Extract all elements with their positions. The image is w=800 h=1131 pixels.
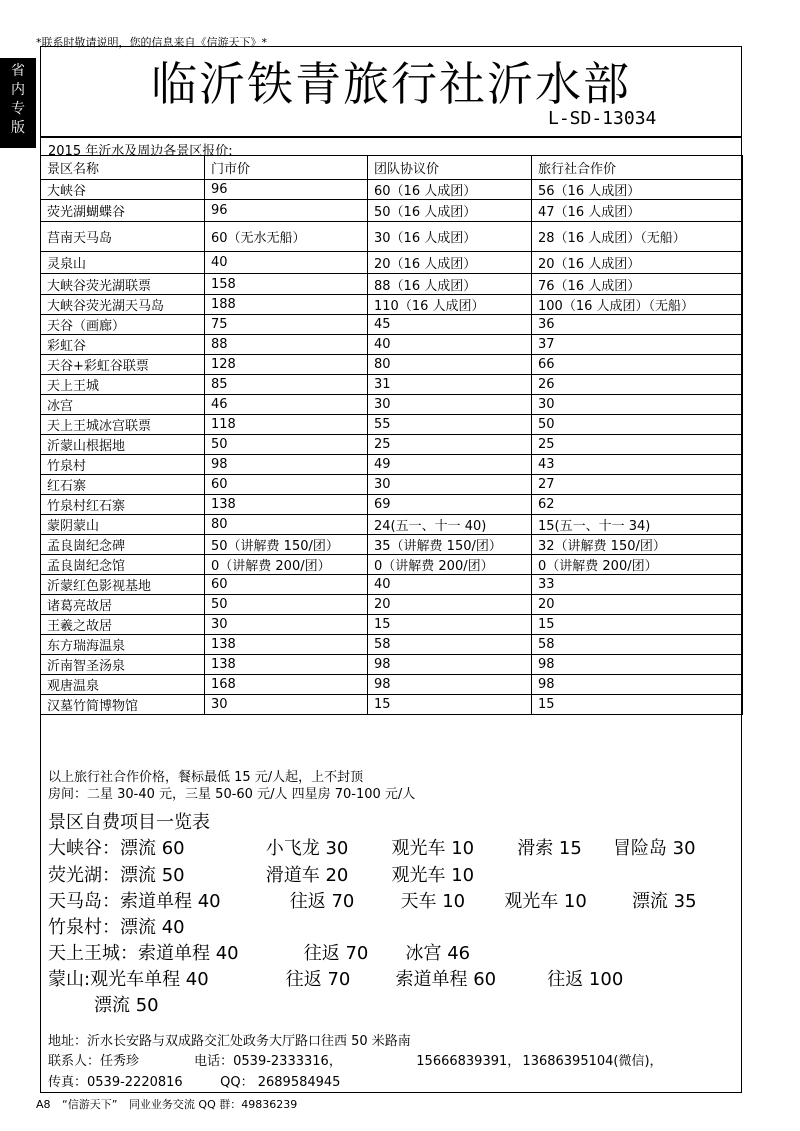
fee-item: 天上王城：索道单程 40 (48, 943, 239, 964)
price-cell: 50 (205, 595, 368, 615)
price-cell: 15 (368, 695, 532, 715)
title-divider (40, 136, 742, 138)
price-cell: 168 (205, 675, 368, 695)
fee-item: 漂流 35 (631, 891, 697, 912)
footer-brand: “信游天下” (62, 1098, 118, 1111)
table-row (41, 295, 743, 315)
table-row (41, 335, 743, 355)
fee-item: 观光车 10 (391, 838, 475, 859)
contact-person: 联系人：任秀珍 (48, 1054, 140, 1069)
price-cell: 0（讲解费 200/团） (532, 555, 743, 575)
price-cell: 60（16 人成团） (368, 180, 532, 200)
table-header-row (41, 156, 743, 180)
price-cell: 110（16 人成团） (368, 295, 532, 315)
header-cell: 景区名称 (41, 156, 205, 180)
price-cell: 98 (205, 455, 368, 475)
price-cell: 80 (368, 355, 532, 375)
fee-item: 小飞龙 30 (265, 838, 349, 859)
price-cell: 188 (205, 295, 368, 315)
price-cell: 50 (205, 435, 368, 455)
price-cell: 20（16 人成团） (532, 252, 743, 274)
scenic-spot-name: 天谷+彩虹谷联票 (41, 355, 205, 375)
price-cell: 50（16 人成团） (368, 200, 532, 222)
price-cell: 88 (205, 335, 368, 355)
table-row (41, 180, 743, 200)
note-line: 以上旅行社合作价格，餐标最低 15 元/人起，上不封顶 (48, 770, 364, 785)
table-row (41, 495, 743, 515)
price-cell: 55 (368, 415, 532, 435)
price-cell: 47（16 人成团） (532, 200, 743, 222)
price-cell: 0（讲解费 200/团） (368, 555, 532, 575)
price-cell: 40 (205, 252, 368, 274)
fee-item: 往返 70 (303, 943, 369, 964)
price-cell: 40 (368, 575, 532, 595)
note-line: 房间：二星 30-40 元，三星 50-60 元/人 四星房 70-100 元/人 (48, 787, 416, 802)
contact-qq: QQ： 2689584945 (220, 1075, 341, 1090)
scenic-spot-name: 莒南天马岛 (41, 222, 205, 252)
table-row (41, 222, 743, 252)
table-row (41, 315, 743, 335)
price-cell: 46 (205, 395, 368, 415)
scenic-spot-name: 竹泉村 (41, 455, 205, 475)
price-cell: 27 (532, 475, 743, 495)
table-row (41, 555, 743, 575)
price-cell: 37 (532, 335, 743, 355)
scenic-spot-name: 红石寨 (41, 475, 205, 495)
table-row (41, 675, 743, 695)
price-cell: 33 (532, 575, 743, 595)
fee-item: 竹泉村：漂流 40 (48, 917, 185, 938)
price-cell: 158 (205, 274, 368, 295)
price-cell: 138 (205, 495, 368, 515)
price-cell: 30 (205, 615, 368, 635)
fee-item: 往返 100 (547, 969, 624, 990)
scenic-spot-name: 东方瑞海温泉 (41, 635, 205, 655)
fee-item: 天车 10 (400, 891, 466, 912)
fee-line (48, 887, 697, 913)
table-row (41, 252, 743, 274)
fee-item: 往返 70 (285, 969, 351, 990)
price-cell: 98 (532, 655, 743, 675)
scenic-spot-name: 荧光湖蝴蝶谷 (41, 200, 205, 222)
price-cell: 138 (205, 655, 368, 675)
scenic-spot-name: 竹泉村红石寨 (41, 495, 205, 515)
price-cell: 26 (532, 375, 743, 395)
price-cell: 0（讲解费 200/团） (205, 555, 368, 575)
fee-item: 蒙山:观光车单程 40 (48, 969, 209, 990)
footer-text: 同业业务交流 QQ 群：49836239 (128, 1098, 298, 1111)
price-cell: 15 (532, 615, 743, 635)
side-tab-char: 省 (11, 63, 25, 79)
price-cell: 66 (532, 355, 743, 375)
contact-address: 地址：沂水长安路与双成路交汇处政务大厅路口往西 50 米路南 (48, 1034, 411, 1049)
price-cell: 49 (368, 455, 532, 475)
scenic-spot-name: 灵泉山 (41, 252, 205, 274)
fee-item: 往返 70 (289, 891, 355, 912)
contact-fax: 传真：0539-2220816 (48, 1075, 183, 1090)
price-cell: 40 (368, 335, 532, 355)
table-row (41, 395, 743, 415)
contact-phone: 15666839391， (416, 1054, 521, 1069)
scenic-spot-name: 天上王城冰宫联票 (41, 415, 205, 435)
scenic-spot-name: 汉墓竹简博物馆 (41, 695, 205, 715)
side-tab-char: 版 (11, 120, 25, 136)
fee-item: 滑道车 20 (265, 865, 349, 886)
fee-item: 漂流 50 (94, 995, 159, 1016)
scenic-spot-name: 观唐温泉 (41, 675, 205, 695)
scenic-spot-name: 沂南智圣汤泉 (41, 655, 205, 675)
price-cell: 25 (532, 435, 743, 455)
fee-item: 滑索 15 (517, 838, 582, 859)
side-tab (0, 58, 36, 148)
price-cell: 35（讲解费 150/团） (368, 535, 532, 555)
price-cell: 75 (205, 315, 368, 335)
price-caption: 2015 年沂水及周边各景区报价: (48, 144, 233, 159)
price-cell: 76（16 人成团） (532, 274, 743, 295)
fee-item: 冒险岛 30 (612, 838, 696, 859)
price-cell: 30 (368, 475, 532, 495)
scenic-spot-name: 大峡谷荧光湖联票 (41, 274, 205, 295)
scenic-spot-name: 天谷（画廊） (41, 315, 205, 335)
price-cell: 50（讲解费 150/团） (205, 535, 368, 555)
fee-line (48, 861, 474, 887)
price-cell: 15(五一、十一 34) (532, 515, 743, 535)
fee-item: 荧光湖：漂流 50 (48, 865, 185, 886)
price-cell: 88（16 人成团） (368, 274, 532, 295)
license-code: L-SD-13034 (548, 108, 657, 129)
table-row (41, 515, 743, 535)
price-cell: 31 (368, 375, 532, 395)
price-cell: 20 (368, 595, 532, 615)
scenic-spot-name: 王羲之故居 (41, 615, 205, 635)
table-row (41, 475, 743, 495)
table-row (41, 655, 743, 675)
page-number: A8 (36, 1098, 51, 1111)
contact-phone-line (48, 1050, 663, 1069)
scenic-spot-name: 天上王城 (41, 375, 205, 395)
price-cell: 60 (205, 475, 368, 495)
scenic-spot-name: 孟良崮纪念馆 (41, 555, 205, 575)
price-cell: 118 (205, 415, 368, 435)
contact-fax-line (48, 1071, 340, 1090)
price-cell: 30 (368, 395, 532, 415)
scenic-spot-name: 沂蒙红色影视基地 (41, 575, 205, 595)
page-footer (36, 1096, 305, 1112)
price-cell: 60 (205, 575, 368, 595)
fee-section-title: 景区自费项目一览表 (48, 812, 210, 833)
fee-line (48, 913, 185, 939)
price-cell: 45 (368, 315, 532, 335)
header-cell: 旅行社合作价 (532, 156, 743, 180)
price-cell: 30 (205, 695, 368, 715)
fee-item: 观光车 10 (504, 891, 587, 912)
page-title: 临沂铁青旅行社沂水部 (151, 57, 631, 111)
price-cell: 32（讲解费 150/团） (532, 535, 743, 555)
contact-phone: 电话：0539-2333316， (194, 1054, 342, 1069)
price-cell: 69 (368, 495, 532, 515)
price-cell: 98 (368, 675, 532, 695)
price-cell: 15 (368, 615, 532, 635)
fee-line (48, 939, 470, 965)
price-cell: 24(五一、十一 40) (368, 515, 532, 535)
price-cell: 58 (532, 635, 743, 655)
price-cell: 20（16 人成团） (368, 252, 532, 274)
price-cell: 138 (205, 635, 368, 655)
price-cell: 80 (205, 515, 368, 535)
price-cell: 96 (205, 200, 368, 222)
table-row (41, 595, 743, 615)
table-row (41, 375, 743, 395)
fee-line (48, 834, 696, 860)
scenic-spot-name: 大峡谷 (41, 180, 205, 200)
table-row (41, 615, 743, 635)
price-cell: 25 (368, 435, 532, 455)
header-cell: 门市价 (205, 156, 368, 180)
price-table-body (41, 180, 743, 715)
price-cell: 98 (368, 655, 532, 675)
table-row (41, 695, 743, 715)
fee-item: 大峡谷：漂流 60 (48, 838, 185, 859)
price-cell: 60（无水无船） (205, 222, 368, 252)
table-row (41, 415, 743, 435)
price-cell: 28（16 人成团）（无船） (532, 222, 743, 252)
side-tab-char: 专 (11, 101, 25, 117)
price-cell: 62 (532, 495, 743, 515)
contact-phone: 13686395104(微信)， (522, 1054, 663, 1069)
price-cell: 30（16 人成团） (368, 222, 532, 252)
scenic-spot-name: 蒙阴蒙山 (41, 515, 205, 535)
table-row (41, 535, 743, 555)
price-cell: 96 (205, 180, 368, 200)
price-cell: 36 (532, 315, 743, 335)
notice-text: *联系时敬请说明，您的信息来自《信游天下》* (36, 36, 267, 49)
table-row (41, 575, 743, 595)
price-table (40, 155, 743, 715)
price-cell: 43 (532, 455, 743, 475)
header-cell: 团队协议价 (368, 156, 532, 180)
table-row (41, 200, 743, 222)
fee-line (48, 965, 623, 991)
table-row (41, 355, 743, 375)
side-tab-char: 内 (11, 82, 25, 98)
scenic-spot-name: 诸葛亮故居 (41, 595, 205, 615)
price-cell: 15 (532, 695, 743, 715)
scenic-spot-name: 沂蒙山根据地 (41, 435, 205, 455)
scenic-spot-name: 彩虹谷 (41, 335, 205, 355)
price-cell: 50 (532, 415, 743, 435)
fee-line (94, 991, 159, 1017)
price-cell: 58 (368, 635, 532, 655)
table-row (41, 635, 743, 655)
fee-item: 索道单程 60 (395, 969, 497, 990)
fee-item: 观光车 10 (391, 865, 475, 886)
table-row (41, 274, 743, 295)
price-cell: 85 (205, 375, 368, 395)
price-cell: 56（16 人成团） (532, 180, 743, 200)
table-row (41, 435, 743, 455)
fee-item: 冰宫 46 (405, 943, 471, 964)
price-cell: 128 (205, 355, 368, 375)
scenic-spot-name: 大峡谷荧光湖天马岛 (41, 295, 205, 315)
scenic-spot-name: 孟良崮纪念碑 (41, 535, 205, 555)
price-cell: 100（16 人成团）（无船） (532, 295, 743, 315)
price-cell: 20 (532, 595, 743, 615)
scenic-spot-name: 冰宫 (41, 395, 205, 415)
table-row (41, 455, 743, 475)
price-cell: 98 (532, 675, 743, 695)
fee-item: 天马岛：索道单程 40 (48, 891, 221, 912)
price-cell: 30 (532, 395, 743, 415)
